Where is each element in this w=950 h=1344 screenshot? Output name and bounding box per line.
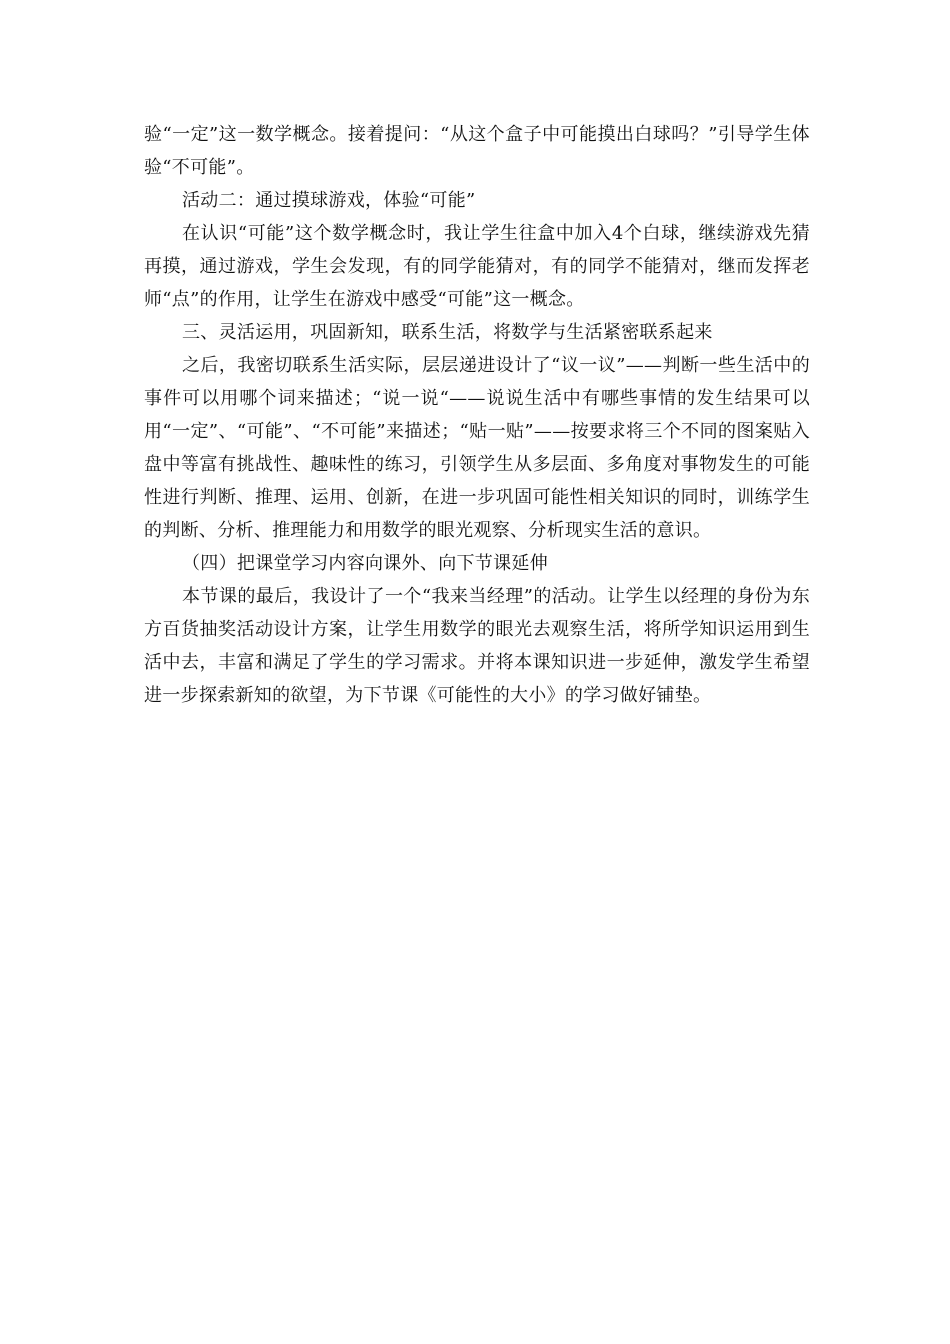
activity-two-paragraph: 在认识“可能”这个数学概念时，我让学生往盒中加入4个白球，继续游戏先猜再摸，通过游戏，学生会发现，有的同学能猜对，有的同学不能猜对，继而发挥老师“点”的作用，让学生在游戏中感受“可能”这一概念。 — [144, 223, 810, 310]
section-three-paragraph: 之后，我密切联系生活实际，层层递进设计了“议一议”——判断一些生活中的事件可以用哪个词来描述；“说一说“——说说生活中有哪些事情的发生结果可以用“一定”、“可能”、“不可能”来描述；“贴一贴”——按要求将三个不同的图案贴入盘中等富有挑战性、趣味性的练习，引领学生从多层面、多角度对事物发生的可能性进行判断、推理、运用、创新，在进一步巩固可能性相关知识的同时，训练学生的判断、分析、推理能力和用数学的眼光观察、分析现实生活的意识。 — [144, 355, 810, 541]
paragraph-continuation: 验“一定”这一数学概念。接着提问：“从这个盒子中可能摸出白球吗？”引导学生体验“不可能”。 — [144, 124, 810, 178]
document-body — [144, 118, 810, 712]
activity-two-heading: 活动二：通过摸球游戏，体验“可能” — [182, 190, 476, 211]
section-four-paragraph: 本节课的最后，我设计了一个“我来当经理”的活动。让学生以经理的身份为东方百货抽奖活动设计方案，让学生用数学的眼光去观察生活，将所学知识运用到生活中去，丰富和满足了学生的学习需求。并将本课知识进一步延伸，激发学生希望进一步探索新知的欲望，为下节课《可能性的大小》的学习做好铺垫。 — [144, 586, 810, 706]
section-three-heading: 三、灵活运用，巩固新知，联系生活，将数学与生活紧密联系起来 — [182, 322, 713, 343]
section-four-heading: （四）把课堂学习内容向课外、向下节课延伸 — [182, 553, 548, 574]
